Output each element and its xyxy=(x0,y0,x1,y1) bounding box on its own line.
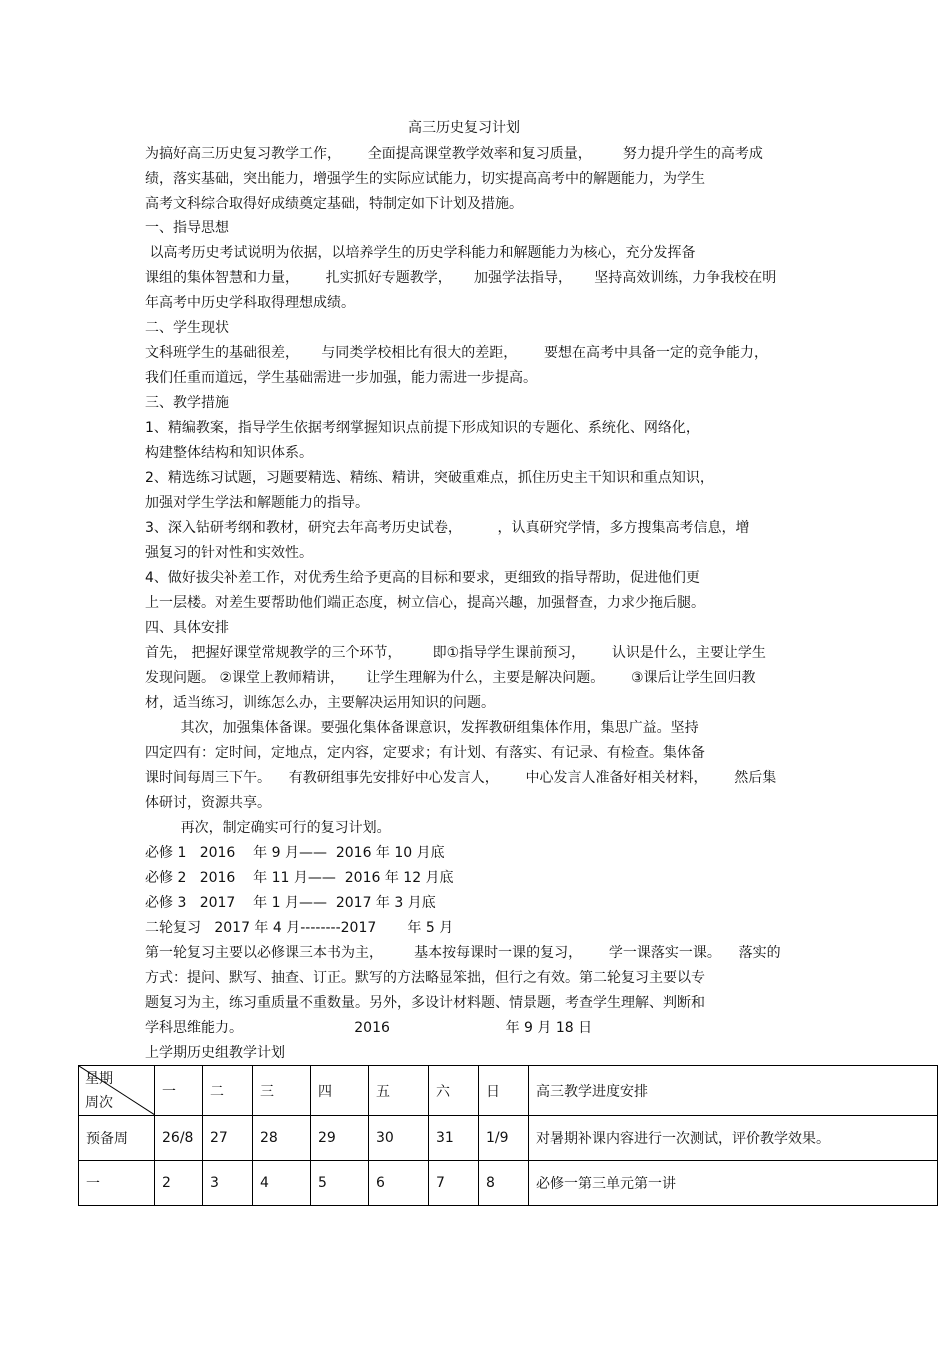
body-line: 课时间每周三下午。 有教研组事先安排好中心发言人， 中心发言人准备好相关材料， 然后集 xyxy=(145,770,777,786)
body-line: 方式：提问、默写、抽查、订正。默写的方法略显笨拙，但行之有效。第二轮复习主要以专 xyxy=(145,970,705,986)
body-line: 课组的集体智慧和力量， 扎实抓好专题教学， 加强学法指导， 坚持高效训练，力争我校在明 xyxy=(145,270,777,286)
body-line: 发现问题。 ②课堂上教师精讲， 让学生理解为什么，主要是解决问题。 ③课后让学生回归教 xyxy=(145,670,756,686)
body-line: 再次，制定确实可行的复习计划。 xyxy=(145,820,391,836)
table-row xyxy=(79,1116,938,1161)
header-cell: 五 xyxy=(369,1066,429,1116)
body-line: 其次，加强集体备课。要强化集体备课意识，发挥教研组集体作用，集思广益。坚持 xyxy=(145,720,699,736)
corner-label-week: 周次 xyxy=(85,1095,113,1111)
header-cell: 四 xyxy=(311,1066,369,1116)
section-heading: 四、具体安排 xyxy=(145,620,229,636)
body-line: 构建整体结构和知识体系。 xyxy=(145,445,313,461)
schedule-table xyxy=(78,1065,938,1206)
body-line: 为搞好高三历史复习教学工作， 全面提高课堂教学效率和复习质量， 努力提升学生的高考成 xyxy=(145,146,763,162)
day-cell: 8 xyxy=(479,1161,529,1206)
body-line: 4、做好拔尖补差工作，对优秀生给予更高的目标和要求，更细致的指导帮助，促进他们更 xyxy=(145,570,700,586)
table-caption: 上学期历史组教学计划 xyxy=(145,1045,285,1061)
header-cell: 二 xyxy=(203,1066,253,1116)
header-cell: 三 xyxy=(253,1066,311,1116)
corner-label-weekday: 星期 xyxy=(85,1071,113,1087)
header-cell: 一 xyxy=(155,1066,203,1116)
day-cell: 6 xyxy=(369,1161,429,1206)
body-line: 1、精编教案，指导学生依据考纲掌握知识点前提下形成知识的专题化、系统化、网络化， xyxy=(145,420,700,436)
schedule-line: 必修 1 2016 年 9 月—— 2016 年 10 月底 xyxy=(145,845,445,861)
body-line: 体研讨，资源共享。 xyxy=(145,795,271,811)
body-line: 强复习的针对性和实效性。 xyxy=(145,545,313,561)
date-line: 学科思维能力。 2016 年 9 月 18 日 xyxy=(145,1020,593,1036)
corner-header-cell xyxy=(79,1066,155,1116)
body-line: 年高考中历史学科取得理想成绩。 xyxy=(145,295,355,311)
day-cell: 27 xyxy=(203,1116,253,1161)
body-line: 上一层楼。对差生要帮助他们端正态度，树立信心，提高兴趣，加强督查，力求少拖后腿。 xyxy=(145,595,705,611)
table-header-row xyxy=(79,1066,938,1116)
day-cell: 7 xyxy=(429,1161,479,1206)
plan-cell: 必修一第三单元第一讲 xyxy=(529,1161,938,1206)
body-line: 加强对学生学法和解题能力的指导。 xyxy=(145,495,369,511)
plan-cell: 对暑期补课内容进行一次测试，评价教学效果。 xyxy=(529,1116,938,1161)
table-row xyxy=(79,1161,938,1206)
week-cell: 预备周 xyxy=(79,1116,155,1161)
day-cell: 26/8 xyxy=(155,1116,203,1161)
header-cell: 日 xyxy=(479,1066,529,1116)
body-line: 高考文科综合取得好成绩奠定基础，特制定如下计划及措施。 xyxy=(145,196,523,212)
day-cell: 31 xyxy=(429,1116,479,1161)
day-cell: 5 xyxy=(311,1161,369,1206)
body-line: 我们任重而道远，学生基础需进一步加强，能力需进一步提高。 xyxy=(145,370,537,386)
body-line: 3、深入钻研考纲和教材，研究去年高考历史试卷， ，认真研究学情，多方搜集高考信息，增 xyxy=(145,520,750,536)
header-cell: 六 xyxy=(429,1066,479,1116)
body-line: 四定四有：定时间，定地点，定内容，定要求；有计划、有落实、有记录、有检查。集体备 xyxy=(145,745,705,761)
day-cell: 28 xyxy=(253,1116,311,1161)
day-cell: 29 xyxy=(311,1116,369,1161)
day-cell: 1/9 xyxy=(479,1116,529,1161)
body-line: 2、精选练习试题，习题要精选、精练、精讲，突破重难点，抓住历史主干知识和重点知识， xyxy=(145,470,714,486)
header-cell: 高三教学进度安排 xyxy=(529,1066,938,1116)
body-line: 第一轮复习主要以必修课三本书为主， 基本按每课时一课的复习， 学一课落实一课。 落实的 xyxy=(145,945,781,961)
day-cell: 30 xyxy=(369,1116,429,1161)
document-title: 高三历史复习计划 xyxy=(408,120,520,136)
week-cell: 一 xyxy=(79,1161,155,1206)
section-heading: 二、学生现状 xyxy=(145,320,229,336)
section-heading: 三、教学措施 xyxy=(145,395,229,411)
day-cell: 3 xyxy=(203,1161,253,1206)
section-heading: 一、指导思想 xyxy=(145,220,229,236)
body-line: 文科班学生的基础很差， 与同类学校相比有很大的差距， 要想在高考中具备一定的竞争能力， xyxy=(145,345,768,361)
schedule-line: 必修 3 2017 年 1 月—— 2017 年 3 月底 xyxy=(145,895,436,911)
day-cell: 2 xyxy=(155,1161,203,1206)
body-line: 题复习为主，练习重质量不重数量。另外，多设计材料题、情景题，考查学生理解、判断和 xyxy=(145,995,705,1011)
body-line: 材，适当练习，训练怎么办，主要解决运用知识的问题。 xyxy=(145,695,495,711)
day-cell: 4 xyxy=(253,1161,311,1206)
schedule-line: 二轮复习 2017 年 4 月--------2017 年 5 月 xyxy=(145,920,454,936)
body-line: 以高考历史考试说明为依据，以培养学生的历史学科能力和解题能力为核心，充分发挥备 xyxy=(145,245,696,261)
schedule-line: 必修 2 2016 年 11 月—— 2016 年 12 月底 xyxy=(145,870,454,886)
body-line: 首先， 把握好课堂常规教学的三个环节， 即①指导学生课前预习， 认识是什么，主要让学生 xyxy=(145,645,766,661)
body-line: 绩，落实基础，突出能力，增强学生的实际应试能力，切实提高高考中的解题能力，为学生 xyxy=(145,171,705,187)
